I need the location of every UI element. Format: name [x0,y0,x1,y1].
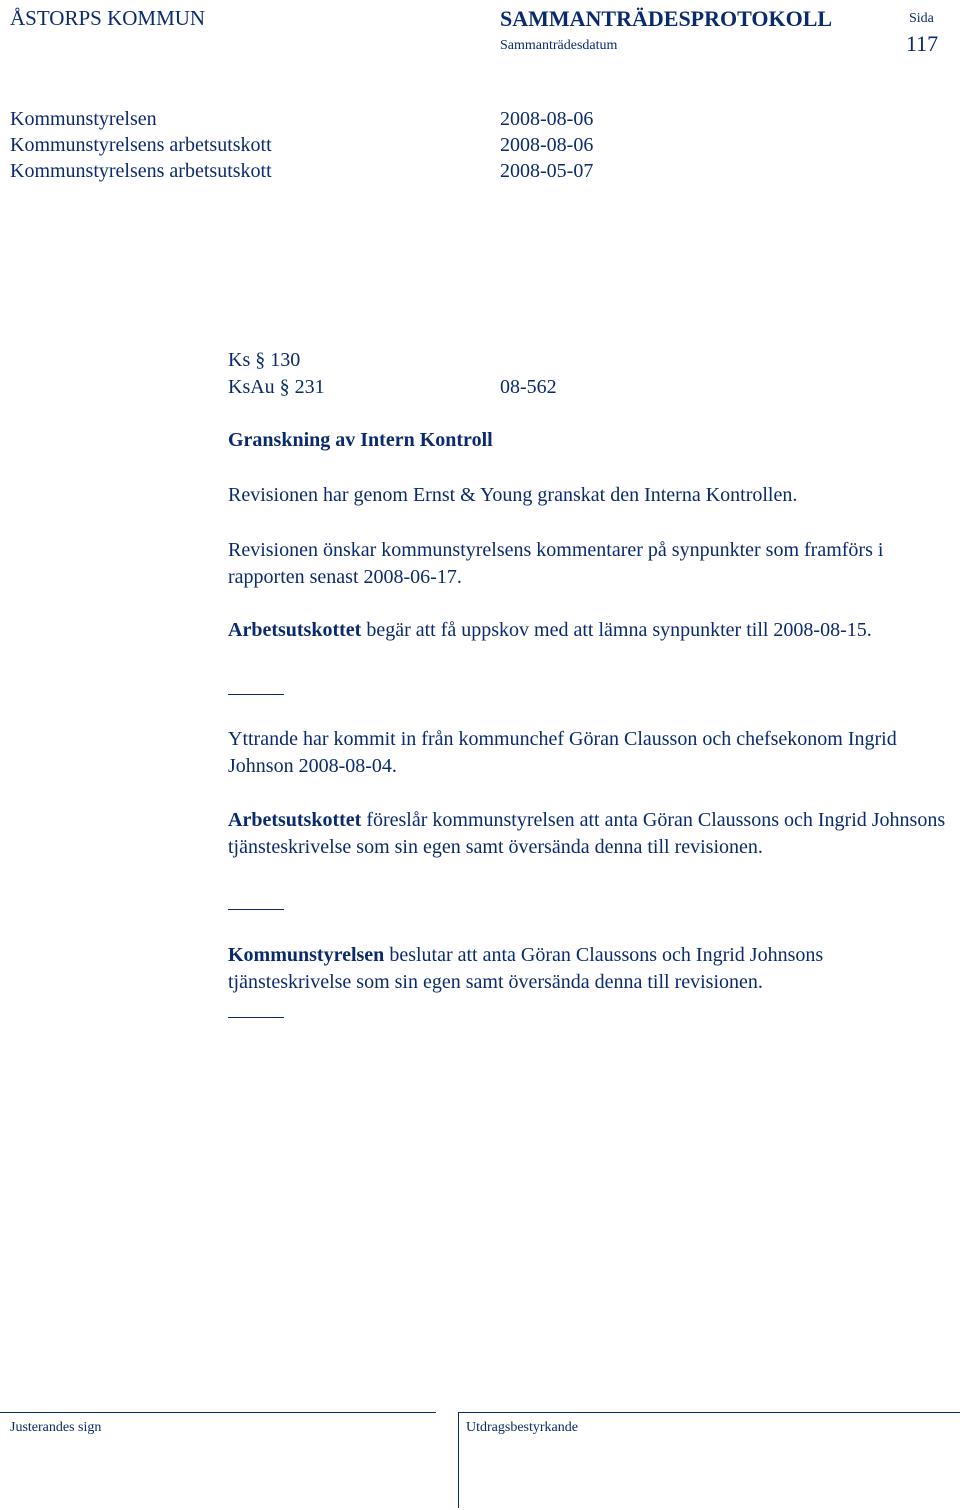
meeting-date: 2008-08-06 [500,134,594,156]
page-number: 117 [906,31,939,56]
meeting-date-label: Sammanträdesdatum [500,38,618,53]
meeting-body: Kommunstyrelsens arbetsutskott [10,134,272,156]
section-divider [228,694,284,695]
paragraph-4: Yttrande har kommit in från kommunchef Göran Clausson och chefsekonom Ingrid Johnson 2008-08-04. [228,728,897,777]
ksau-paragraph-ref: KsAu § 231 [228,376,325,398]
footer-divider [458,1412,459,1508]
meeting-body: Kommunstyrelsen [10,108,157,130]
footer-rule-right [458,1412,960,1413]
section-divider [228,1017,284,1018]
municipality-name: ÅSTORPS KOMMUN [10,6,206,30]
meeting-date: 2008-05-07 [500,160,594,182]
paragraph-1: Revisionen har genom Ernst & Young granskat den Interna Kontrollen. [228,484,798,506]
diary-number: 08-562 [500,376,557,398]
section-divider [228,909,284,910]
paragraph-5: Arbetsutskottet föreslår kommunstyrelsen att anta Göran Claussons och Ingrid Johnsons tjänsteskrivelse som sin egen samt översända denna till revisionen. [228,809,946,858]
justification-sign-label: Justerandes sign [10,1420,102,1435]
paragraph-3: Arbetsutskottet begär att få uppskov med att lämna synpunkter till 2008-08-15. [228,619,872,641]
ks-paragraph-ref: Ks § 130 [228,349,301,371]
meeting-date: 2008-08-06 [500,108,594,130]
page-label: Sida [909,11,934,26]
document-type: SAMMANTRÄDESPROTOKOLL [500,6,833,31]
paragraph-2: Revisionen önskar kommunstyrelsens kommentarer på synpunkter som framförs i rapporten senast 2008-06-17. [228,539,884,588]
meeting-body: Kommunstyrelsens arbetsutskott [10,160,272,182]
extract-certification-label: Utdragsbestyrkande [466,1420,578,1435]
item-title: Granskning av Intern Kontroll [228,429,493,451]
footer-rule-left [0,1412,436,1413]
paragraph-6: Kommunstyrelsen beslutar att anta Göran Claussons och Ingrid Johnsons tjänsteskrivelse som sin egen samt översända denna till revisionen. [228,944,824,993]
